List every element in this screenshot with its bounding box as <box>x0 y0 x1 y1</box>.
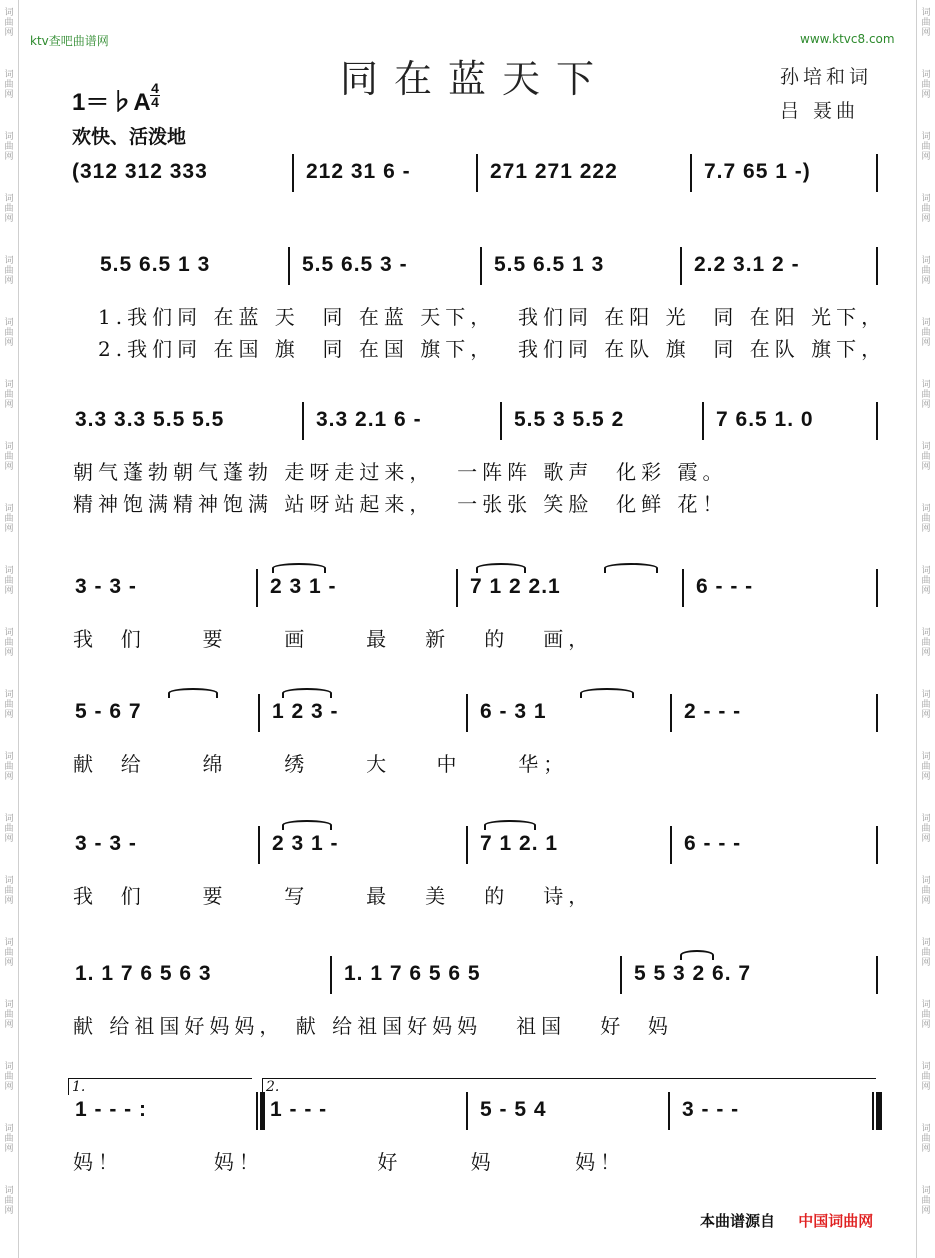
site-url-right: www.ktvc8.com <box>800 32 895 46</box>
watermark-text: 词曲网 <box>921 1000 931 1030</box>
measure-notes: 1. 1 7 6 5 6 5 <box>344 962 481 985</box>
watermark-text: 词曲网 <box>4 132 14 162</box>
bar-line <box>330 956 332 994</box>
measure-notes: 7.7 65 1 -) <box>704 160 811 183</box>
watermark-text: 词曲网 <box>4 938 14 968</box>
watermark-text: 词曲网 <box>921 8 931 38</box>
measure-notes: 7 6.5 1. 0 <box>716 408 814 431</box>
measure-notes: 7 1 2. 1 <box>480 832 559 855</box>
measure-notes: 7 1 2 2.1 <box>470 575 561 598</box>
watermark-text: 词曲网 <box>921 194 931 224</box>
watermark-text: 词曲网 <box>921 318 931 348</box>
watermark-text: 词曲网 <box>4 876 14 906</box>
tie-arc <box>282 688 332 698</box>
key-signature: 1＝♭A <box>72 89 151 116</box>
time-signature <box>150 82 160 109</box>
measure-notes: 2 3 1 - <box>272 832 339 855</box>
measure-notes: 1 - - - : <box>75 1098 147 1121</box>
bar-line <box>702 402 704 440</box>
measure-notes: 5.5 6.5 1 3 <box>494 253 605 276</box>
final-bar-thin <box>872 1092 874 1130</box>
tie-arc <box>580 688 634 698</box>
lyric-line: 1.我们同 在蓝 天 同 在蓝 天下， 我们同 在阳 光 同 在阳 光下， <box>98 305 887 329</box>
tie-arc <box>680 950 714 960</box>
watermark-text: 词曲网 <box>4 628 14 658</box>
tie-arc <box>604 563 658 573</box>
song-title: 同在蓝天下 <box>340 57 611 101</box>
lyric-line: 献 给 绵 绣 大 中 华； <box>73 752 569 776</box>
measure-notes: 6 - 3 1 <box>480 700 547 723</box>
bar-line <box>256 1092 258 1130</box>
measure-notes: (312 312 333 <box>72 160 208 183</box>
measure-notes: 2.2 3.1 2 - <box>694 253 800 276</box>
bar-line <box>466 1092 468 1130</box>
time-signature-bottom: 4 <box>151 94 159 110</box>
lyric-line: 2.我们同 在国 旗 同 在国 旗下， 我们同 在队 旗 同 在队 旗下， <box>98 337 887 361</box>
measure-notes: 1. 1 7 6 5 6 3 <box>75 962 212 985</box>
watermark-text: 词曲网 <box>4 752 14 782</box>
bar-line <box>876 154 878 192</box>
watermark-text: 词曲网 <box>4 814 14 844</box>
staff-line <box>0 832 935 908</box>
tie-arc <box>168 688 218 698</box>
measure-notes: 1 2 3 - <box>272 700 339 723</box>
bar-line <box>466 694 468 732</box>
site-name-left: ktv查吧曲谱网 <box>30 34 109 48</box>
watermark-text: 词曲网 <box>921 132 931 162</box>
bar-line <box>876 247 878 285</box>
watermark-text: 词曲网 <box>921 1124 931 1154</box>
watermark-text: 词曲网 <box>921 628 931 658</box>
measure-notes: 3.3 2.1 6 - <box>316 408 422 431</box>
bar-line <box>876 569 878 607</box>
measure-notes: 6 - - - <box>684 832 742 855</box>
measure-notes: 212 31 6 - <box>306 160 411 183</box>
bar-line <box>288 247 290 285</box>
measure-notes: 5.5 6.5 3 - <box>302 253 408 276</box>
tie-arc <box>272 563 326 573</box>
watermark-text: 词曲网 <box>921 752 931 782</box>
measure-notes: 5 - 6 7 <box>75 700 142 723</box>
repeat-bar <box>260 1092 265 1130</box>
bar-line <box>476 154 478 192</box>
watermark-text: 词曲网 <box>921 442 931 472</box>
watermark-text: 词曲网 <box>4 256 14 286</box>
watermark-text: 词曲网 <box>921 1062 931 1092</box>
bar-line <box>480 247 482 285</box>
volta-bracket: 1. <box>68 1078 252 1095</box>
measure-notes: 1 - - - <box>270 1098 328 1121</box>
bar-line <box>876 694 878 732</box>
watermark-text: 词曲网 <box>921 504 931 534</box>
bar-line <box>876 826 878 864</box>
watermark-text: 词曲网 <box>921 1186 931 1216</box>
lyric-line: 我 们 要 画 最 新 的 画， <box>73 627 594 651</box>
source-site-name: 中国词曲网 <box>798 1212 874 1230</box>
lyric-line: 朝气蓬勃朝气蓬勃 走呀走过来， 一阵阵 歌声 化彩 霞。 <box>73 460 728 484</box>
composer-credit: 吕 聂曲 <box>780 100 860 122</box>
tie-arc <box>476 563 526 573</box>
watermark-text: 词曲网 <box>921 256 931 286</box>
watermark-text: 词曲网 <box>921 690 931 720</box>
watermark-text: 词曲网 <box>921 566 931 596</box>
watermark-text: 词曲网 <box>921 380 931 410</box>
bar-line <box>256 569 258 607</box>
tempo-marking: 欢快、活泼地 <box>72 126 187 148</box>
watermark-text: 词曲网 <box>921 814 931 844</box>
lyricist-credit: 孙培和词 <box>780 66 873 88</box>
watermark-text: 词曲网 <box>4 504 14 534</box>
watermark-text: 词曲网 <box>4 566 14 596</box>
measure-notes: 3 - - - <box>682 1098 740 1121</box>
time-signature-top: 4 <box>151 80 159 96</box>
bar-line <box>500 402 502 440</box>
volta-bracket: 2. <box>262 1078 876 1095</box>
lyric-line: 妈！ 妈！ 好 妈 妈！ <box>73 1150 626 1174</box>
source-footer <box>700 1210 873 1231</box>
watermark-text: 词曲网 <box>4 194 14 224</box>
staff-line <box>0 160 935 220</box>
bar-line <box>292 154 294 192</box>
staff-line <box>0 1079 935 1174</box>
measure-notes: 5 5 3 2 6. 7 <box>634 962 752 985</box>
bar-line <box>876 956 878 994</box>
measure-notes: 271 271 222 <box>490 160 618 183</box>
measure-notes: 5.5 3 5.5 2 <box>514 408 625 431</box>
watermark-text: 词曲网 <box>4 380 14 410</box>
final-bar-thick <box>877 1092 882 1130</box>
measure-notes: 6 - - - <box>696 575 754 598</box>
bar-line <box>690 154 692 192</box>
bar-line <box>620 956 622 994</box>
measure-notes: 2 - - - <box>684 700 742 723</box>
watermark-text: 词曲网 <box>4 1000 14 1030</box>
watermark-text: 词曲网 <box>921 876 931 906</box>
measure-notes: 3 - 3 - <box>75 575 137 598</box>
watermark-text: 词曲网 <box>4 442 14 472</box>
bar-line <box>456 569 458 607</box>
watermark-text: 词曲网 <box>921 70 931 100</box>
measure-notes: 2 3 1 - <box>270 575 337 598</box>
bar-line <box>258 694 260 732</box>
lyric-line: 我 们 要 写 最 美 的 诗， <box>73 884 594 908</box>
lyric-line: 献 给祖国好妈妈， 献 给祖国好妈妈 祖国 好 妈 <box>73 1014 673 1038</box>
bar-line <box>876 402 878 440</box>
bar-line <box>258 826 260 864</box>
watermark-text: 词曲网 <box>4 690 14 720</box>
tie-arc <box>484 820 536 830</box>
lyric-line: 精神饱满精神饱满 站呀站起来， 一张张 笑脸 化鲜 花！ <box>73 492 728 516</box>
bar-line <box>682 569 684 607</box>
measure-notes: 3.3 3.3 5.5 5.5 <box>75 408 225 431</box>
watermark-text: 词曲网 <box>4 318 14 348</box>
bar-line <box>466 826 468 864</box>
bar-line <box>668 1092 670 1130</box>
bar-line <box>680 247 682 285</box>
bar-line <box>670 826 672 864</box>
watermark-text: 词曲网 <box>4 8 14 38</box>
tie-arc <box>282 820 332 830</box>
bar-line <box>302 402 304 440</box>
measure-notes: 3 - 3 - <box>75 832 137 855</box>
measure-notes: 5 - 5 4 <box>480 1098 547 1121</box>
staff-line <box>0 408 935 516</box>
staff-line <box>0 962 935 1038</box>
watermark-text: 词曲网 <box>4 1186 14 1216</box>
bar-line <box>670 694 672 732</box>
watermark-text: 词曲网 <box>921 938 931 968</box>
watermark-text: 词曲网 <box>4 1124 14 1154</box>
watermark-text: 词曲网 <box>4 1062 14 1092</box>
source-label: 本曲谱源自 <box>700 1212 776 1230</box>
measure-notes: 5.5 6.5 1 3 <box>100 253 211 276</box>
watermark-text: 词曲网 <box>4 70 14 100</box>
